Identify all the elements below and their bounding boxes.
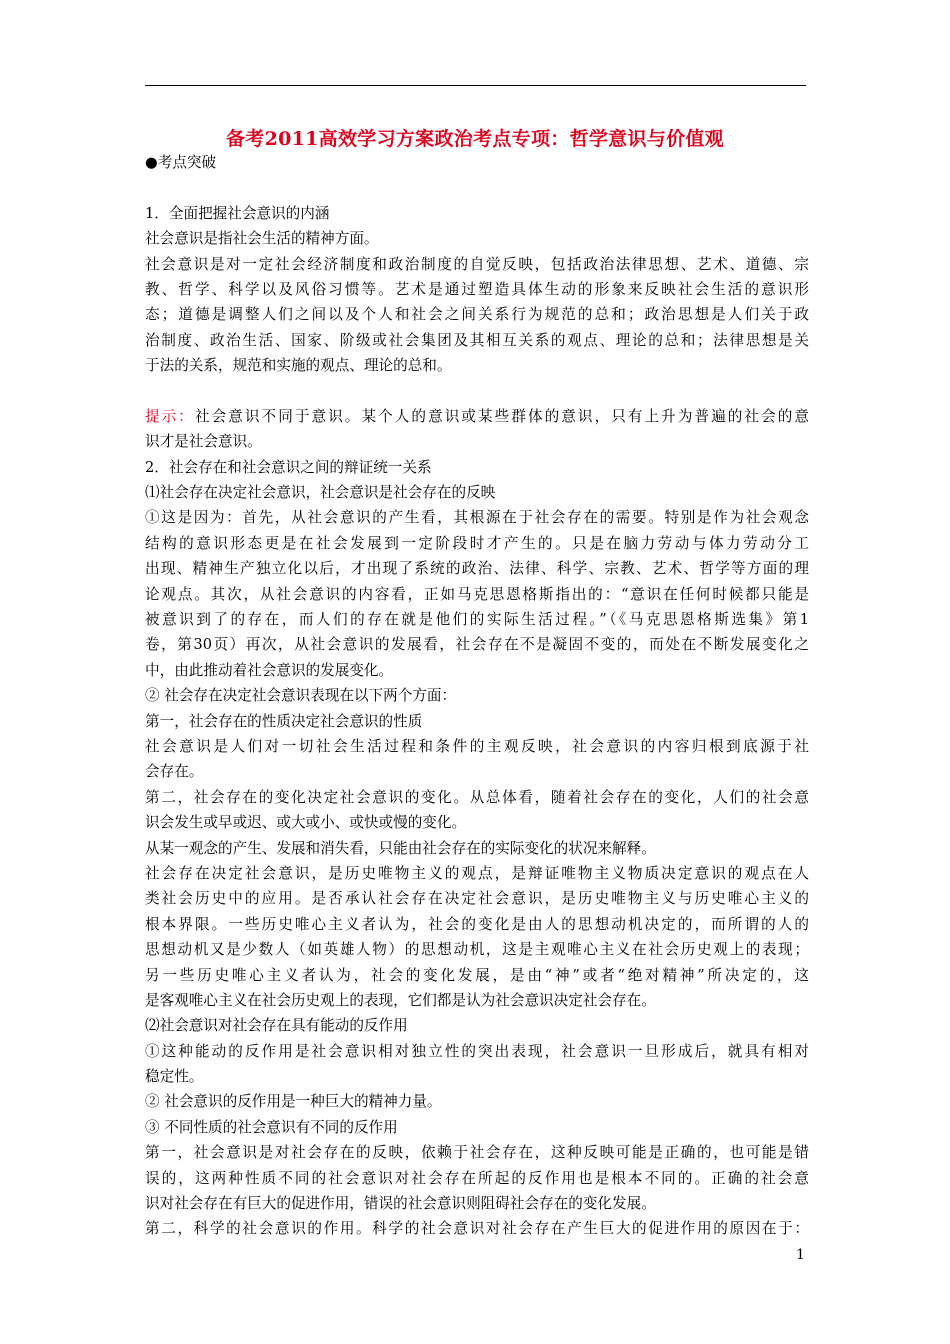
text-line: 论观点。其次，从社会意识的内容看，正如马克思恩格斯指出的：“意识在任何时候都只能是 (145, 585, 809, 603)
document-title: 备考2011高效学习方案政治考点专项：哲学意识与价值观 (226, 128, 724, 150)
text-line: 卷，第30页）再次，从社会意识的发展看，社会存在不是凝固不变的，而处在不断发展变化之 (145, 636, 809, 654)
document-body (145, 150, 809, 1242)
text-line: ⑵社会意识对社会存在具有能动的反作用 (145, 1017, 408, 1035)
tip-label: 提示： (145, 407, 195, 425)
text-line: 是客观唯心主义在社会历史观上的表现，它们都是认为社会意识决定社会存在。 (145, 991, 656, 1009)
text-line: 另一些历史唯心主义者认为，社会的变化发展，是由“神”或者“绝对精神”所决定的，这 (145, 966, 809, 984)
text-line: ③ 不同性质的社会意识有不同的反作用 (145, 1118, 398, 1136)
text-line: 第一，社会意识是对社会存在的反映，依赖于社会存在，这种反映可能是正确的，也可能是错 (145, 1144, 809, 1162)
text-line: ② 社会存在决定社会意识表现在以下两个方面： (145, 687, 457, 705)
text-line: 类社会历史中的应用。是否承认社会存在决定社会意识，是历史唯物主义与历史唯心主义的 (145, 890, 809, 908)
text-line: 识才是社会意识。 (145, 433, 262, 451)
heading-1: 1．全面把握社会意识的内涵 (145, 204, 330, 222)
tip-text: 社会意识不同于意识。某个人的意识或某些群体的意识，只有上升为普遍的社会的意 (194, 407, 809, 425)
text-line: 从某一观念的产生、发展和消失看，只能由社会存在的实际变化的状况来解释。 (145, 839, 656, 857)
text-line: 社会意识是对一定社会经济制度和政治制度的自觉反映，包括政治法律思想、艺术、道德、宗 (145, 255, 809, 273)
page-number: 1 (796, 1247, 805, 1263)
text-line: 中，由此推动着社会意识的发展变化。 (145, 661, 394, 679)
text-line: 第一，社会存在的性质决定社会意识的性质 (145, 712, 423, 730)
text-line: ①这是因为：首先，从社会意识的产生看，其根源在于社会存在的需要。特别是作为社会观念 (145, 509, 809, 527)
section-heading: ●考点突破 (145, 154, 217, 171)
text-line: 被意识到了的存在，而人们的存在就是他们的实际生活过程。”（《马克思恩格斯选集》第1 (145, 611, 809, 629)
text-line: 治制度、政治生活、国家、阶级或社会集团及其相互关系的观点、理论的总和；法律思想是关 (145, 331, 809, 349)
text-line: 社会意识是指社会生活的精神方面。 (145, 230, 379, 248)
text-line: 识会发生或早或迟、或大或小、或快或慢的变化。 (145, 814, 467, 832)
header-rule (145, 85, 806, 86)
text-line: 会存在。 (145, 763, 204, 781)
text-line: 思想动机又是少数人（如英雄人物）的思想动机，这是主观唯心主义在社会历史观上的表现； (145, 941, 809, 959)
text-line: 结构的意识形态更是在社会发展到一定阶段时才产生的。只是在脑力劳动与体力劳动分工 (145, 534, 809, 552)
text-line: 误的，这两种性质不同的社会意识对社会存在所起的反作用也是根本不同的。正确的社会意 (145, 1169, 809, 1187)
text-line: 第二，社会存在的变化决定社会意识的变化。从总体看，随着社会存在的变化，人们的社会意 (145, 788, 809, 806)
text-line: ⑴社会存在决定社会意识，社会意识是社会存在的反映 (145, 484, 496, 502)
text-line: 出现、精神生产独立化以后，才出现了系统的政治、法律、科学、宗教、艺术、哲学等方面的理 (145, 560, 809, 578)
text-line: 社会意识是人们对一切社会生活过程和条件的主观反映，社会意识的内容归根到底源于社 (145, 737, 809, 755)
text-line: 态；道德是调整人们之间以及个人和社会之间关系行为规范的总和；政治思想是人们关于政 (145, 306, 809, 324)
text-line: 稳定性。 (145, 1068, 204, 1086)
text-line: ② 社会意识的反作用是一种巨大的精神力量。 (145, 1093, 442, 1111)
text-line: ①这种能动的反作用是社会意识相对独立性的突出表现，社会意识一旦形成后，就具有相对 (145, 1042, 809, 1060)
tip-line (145, 404, 809, 429)
text-line: 于法的关系，规范和实施的观点、理论的总和。 (145, 357, 452, 375)
text-line: 教、哲学、科学以及风俗习惯等。艺术是通过塑造具体生动的形象来反映社会生活的意识形 (145, 280, 809, 298)
text-line: 第二，科学的社会意识的作用。科学的社会意识对社会存在产生巨大的促进作用的原因在于： (145, 1220, 809, 1238)
blank-line (145, 379, 809, 404)
heading-2: 2．社会存在和社会意识之间的辩证统一关系 (145, 458, 432, 476)
text-line: 根本界限。一些历史唯心主义者认为，社会的变化是由人的思想动机决定的，而所谓的人的 (145, 915, 809, 933)
blank-line (145, 175, 809, 200)
text-line: 社会存在决定社会意识，是历史唯物主义的观点，是辩证唯物主义物质决定意识的观点在人 (145, 864, 809, 882)
text-line: 识对社会存在有巨大的促进作用，错误的社会意识则阻碍社会存在的变化发展。 (145, 1195, 656, 1213)
